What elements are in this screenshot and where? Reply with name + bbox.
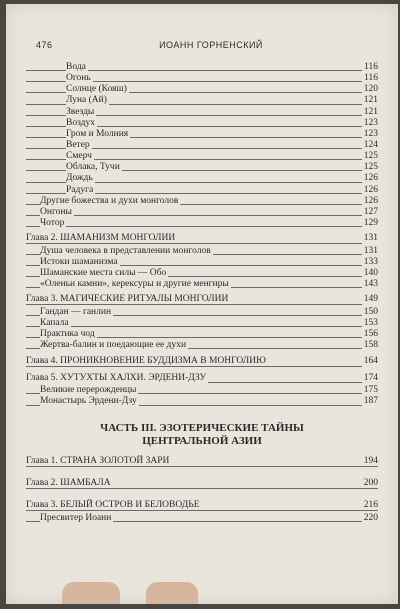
- toc-subentry: [26, 173, 378, 184]
- toc-entry-title: Звезды: [66, 106, 95, 117]
- part-heading: [26, 422, 378, 448]
- toc-subentry: [26, 329, 378, 340]
- toc-subentry: [26, 95, 378, 106]
- toc-entry-title: Смерч: [66, 151, 92, 162]
- toc-entry-title: Онгоны: [40, 206, 72, 217]
- toc-subentry: [26, 196, 378, 207]
- toc-page-number: 150: [363, 306, 378, 317]
- toc-subentry: [26, 246, 378, 257]
- toc-page-number: 131: [363, 245, 378, 256]
- toc-entry-title: Радуга: [66, 184, 94, 195]
- toc-entry-title: Великие перерожденцы: [40, 385, 137, 396]
- toc-page-number: 140: [363, 267, 378, 278]
- toc-page-number: 175: [363, 385, 378, 396]
- toc-page-number: 194: [363, 455, 378, 466]
- page-number: 476: [36, 40, 53, 50]
- toc-subentry: [26, 207, 378, 218]
- toc-subentry: [26, 129, 378, 140]
- toc-page-number: 220: [363, 512, 378, 523]
- dot-leader: [26, 226, 378, 227]
- toc-subentry: [26, 279, 378, 290]
- toc-subentry: [26, 513, 378, 524]
- toc-entry-title: Душа человека в представлении монголов: [40, 245, 211, 256]
- toc-entry-title: Дождь: [66, 173, 93, 184]
- running-head-author: ИОАНН ГОРНЕНСКИЙ: [159, 40, 263, 50]
- spacer: [26, 491, 378, 500]
- spacer: [26, 469, 378, 478]
- chapter-heading: [26, 478, 378, 491]
- toc-subentry: [26, 268, 378, 279]
- table-of-contents: [26, 62, 378, 524]
- toc-subentry: [26, 318, 378, 329]
- toc-page-number: 131: [363, 233, 378, 244]
- dot-leader: [26, 326, 378, 327]
- toc-entry-title: Монастырь Эрдени-Дзу: [40, 396, 137, 407]
- toc-page-number: 124: [363, 139, 378, 150]
- toc-page-number: 125: [363, 151, 378, 162]
- toc-entry-title: Огонь: [66, 73, 91, 84]
- toc-page-number: 123: [363, 128, 378, 139]
- part-heading-line1: ЧАСТЬ III. ЭЗОТЕРИЧЕСКИЕ ТАЙНЫ: [100, 421, 304, 434]
- toc-subentry: [26, 140, 378, 151]
- toc-subentry: [26, 307, 378, 318]
- toc-page-number: 129: [363, 217, 378, 228]
- toc-page-number: 121: [363, 106, 378, 117]
- toc-subentry: [26, 396, 378, 407]
- thumb-right: [146, 582, 198, 604]
- toc-page-number: 116: [364, 73, 378, 84]
- toc-page-number: 127: [363, 206, 378, 217]
- toc-entry-title: Гром и Молния: [66, 128, 129, 139]
- toc-page-number: 121: [363, 95, 378, 106]
- chapter-heading: [26, 456, 378, 469]
- toc-subentry: [26, 162, 378, 173]
- toc-page-number: 158: [363, 340, 378, 351]
- toc-entry-title: Чотор: [40, 217, 65, 228]
- toc-entry-title: Гандан — ганлин: [40, 306, 112, 317]
- chapter-heading: [26, 294, 378, 307]
- toc-page-number: 133: [363, 256, 378, 267]
- toc-entry-title: Облака, Тучи: [66, 162, 120, 173]
- toc-subentry: [26, 257, 378, 268]
- page-header: [36, 40, 386, 54]
- toc-page-number: 123: [363, 117, 378, 128]
- toc-entry-title: Практика чод: [40, 328, 95, 339]
- toc-subentry: [26, 73, 378, 84]
- toc-entry-title: Глава 2. ШАМБАЛА: [26, 477, 111, 488]
- toc-page-number: 153: [363, 317, 378, 328]
- toc-page-number: 126: [363, 184, 378, 195]
- toc-subentry: [26, 118, 378, 129]
- toc-page-number: 126: [363, 173, 378, 184]
- toc-page-number: 143: [363, 279, 378, 290]
- dot-leader: [26, 215, 378, 216]
- toc-entry-title: Глава 3. МАГИЧЕСКИЕ РИТУАЛЫ МОНГОЛИИ: [26, 294, 229, 305]
- toc-subentry: [26, 185, 378, 196]
- toc-entry-title: Капала: [40, 317, 69, 328]
- toc-entry-title: Жертва-балин и поедающие ее духи: [40, 340, 187, 351]
- toc-entry-title: Другие божества и духи монголов: [40, 195, 179, 206]
- toc-entry-title: Шаманские места силы — Обо: [40, 267, 167, 278]
- chapter-heading: [26, 373, 378, 386]
- toc-subentry: [26, 151, 378, 162]
- toc-entry-title: Пресвитер Иоанн: [40, 512, 112, 523]
- toc-page-number: 116: [364, 62, 378, 72]
- toc-page-number: 149: [363, 294, 378, 305]
- toc-entry-title: Воздух: [66, 117, 96, 128]
- toc-entry-title: Глава 1. СТРАНА ЗОЛОТОЙ ЗАРИ: [26, 455, 170, 466]
- toc-subentry: [26, 84, 378, 95]
- toc-page-number: 164: [363, 356, 378, 367]
- book-page: [6, 4, 398, 604]
- toc-page-number: 216: [363, 499, 378, 510]
- toc-page-number: 187: [363, 396, 378, 407]
- chapter-heading: [26, 233, 378, 246]
- toc-subentry: [26, 62, 378, 73]
- chapter-heading: [26, 356, 378, 369]
- toc-page-number: 156: [363, 328, 378, 339]
- toc-page-number: 125: [363, 162, 378, 173]
- toc-page-number: 120: [363, 84, 378, 95]
- toc-page-number: 200: [363, 477, 378, 488]
- toc-entry-title: Ветер: [66, 139, 90, 150]
- toc-entry-title: Вода: [66, 62, 86, 72]
- toc-page-number: 126: [363, 195, 378, 206]
- toc-page-number: 174: [363, 372, 378, 383]
- toc-entry-title: Глава 2. ШАМАНИЗМ МОНГОЛИИ: [26, 233, 176, 244]
- toc-subentry: [26, 107, 378, 118]
- toc-subentry: [26, 218, 378, 229]
- part-heading-line2: ЦЕНТРАЛЬНОЙ АЗИИ: [142, 434, 262, 447]
- toc-entry-title: «Оленьи камни», керексуры и другие менгиры: [40, 279, 229, 290]
- toc-entry-title: Луна (Ай): [66, 95, 107, 106]
- toc-entry-title: Глава 4. ПРОНИКНОВЕНИЕ БУДДИЗМА В МОНГОЛИЮ: [26, 356, 266, 367]
- toc-subentry: [26, 340, 378, 351]
- toc-entry-title: Истоки шаманизма: [40, 256, 118, 267]
- toc-subentry: [26, 385, 378, 396]
- toc-entry-title: Глава 3. БЕЛЫЙ ОСТРОВ И БЕЛОВОДЬЕ: [26, 499, 200, 510]
- chapter-heading: [26, 500, 378, 513]
- thumb-left: [62, 582, 120, 604]
- toc-entry-title: Солнце (Кояш): [66, 84, 127, 95]
- toc-entry-title: Глава 5. ХУТУХТЫ ХАЛХИ. ЭРДЕНИ-ДЗУ: [26, 372, 207, 383]
